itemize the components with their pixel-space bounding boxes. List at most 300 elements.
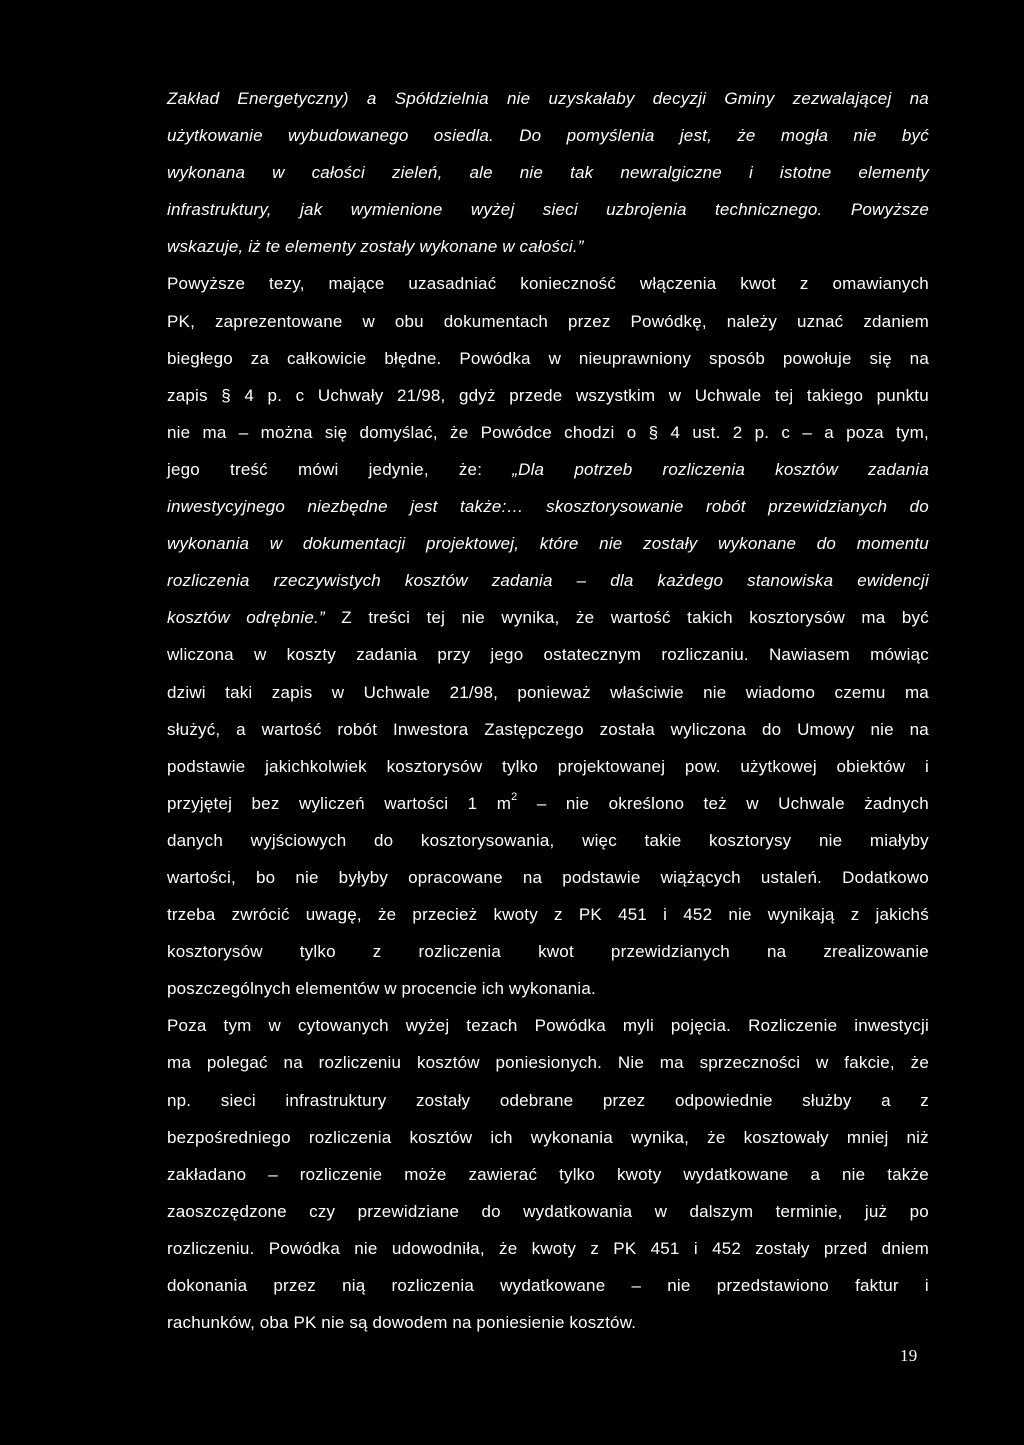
word: Inwestora <box>392 719 469 739</box>
word: zakładano <box>167 1164 247 1184</box>
word: poniesionych. <box>495 1053 603 1073</box>
word: fakcie, <box>844 1053 895 1073</box>
word: przez <box>273 1276 316 1295</box>
text-line <box>167 80 929 117</box>
word: nie <box>321 1313 345 1333</box>
word: każdego <box>657 571 724 591</box>
text-line <box>167 562 929 599</box>
word: biegłego <box>167 348 233 368</box>
word: myli <box>622 1016 654 1036</box>
word: jakichś <box>875 905 929 925</box>
word: zaoszczędzone <box>167 1201 287 1221</box>
word: zezwalającej <box>792 89 892 108</box>
word: Powyższe <box>850 200 929 220</box>
word: które <box>539 534 579 554</box>
word: bo <box>255 867 276 887</box>
word: z <box>590 1238 600 1258</box>
word: wykonania <box>167 534 250 554</box>
word: Uchwale <box>778 793 845 813</box>
text-line <box>167 896 929 933</box>
word: uzasadniać <box>408 274 497 294</box>
word: wynika, <box>631 1127 690 1147</box>
word: może <box>404 1164 447 1184</box>
word: chodzi <box>564 422 615 442</box>
word: rozliczenie <box>299 1164 383 1184</box>
word: danych <box>167 830 224 850</box>
word: iż <box>248 237 261 257</box>
word: na <box>909 719 929 739</box>
word: nie <box>667 1276 691 1295</box>
word: tym, <box>895 422 929 442</box>
word: Nawiasem <box>768 645 850 665</box>
word: PK <box>578 905 602 925</box>
word: omawianych <box>832 274 929 294</box>
word: na <box>767 942 787 962</box>
word: terminie, <box>775 1201 843 1221</box>
word: 452 <box>683 905 713 925</box>
word: ma <box>202 422 227 442</box>
word: cytowanych <box>297 1016 389 1036</box>
word: wyliczona <box>670 719 747 739</box>
word: została <box>599 719 655 739</box>
word: przecież <box>412 905 478 925</box>
word: w <box>268 1016 281 1036</box>
word: miałyby <box>869 830 929 850</box>
word: odebrane <box>499 1090 574 1110</box>
text-line <box>167 1156 929 1193</box>
word: rozliczenia <box>391 1276 475 1295</box>
word: wartość <box>610 608 671 628</box>
word: uwagę, <box>305 905 362 925</box>
word: „Dla <box>512 459 545 479</box>
word: ewidencji <box>857 571 929 591</box>
word: Umowy <box>797 719 855 739</box>
word: c <box>295 385 305 405</box>
word: – <box>268 1164 278 1184</box>
word: – <box>576 571 587 591</box>
word: zwrócić <box>231 905 290 925</box>
word: przedstawiono <box>716 1276 829 1295</box>
word: projektowej, <box>426 534 520 554</box>
word: decyzji <box>652 89 707 108</box>
word: PK <box>293 1313 317 1333</box>
word: z <box>372 942 382 962</box>
word: ma <box>861 608 886 628</box>
word: zawierać <box>468 1164 538 1184</box>
word: c <box>781 422 791 442</box>
paragraph <box>167 265 929 1007</box>
word: bezpośredniego <box>167 1127 291 1147</box>
word: w <box>362 311 375 331</box>
word: nie <box>295 867 319 887</box>
word: robót <box>337 719 378 739</box>
word: nieuprawniony <box>578 348 692 368</box>
word: użytkowej <box>740 756 817 776</box>
text-line <box>167 711 929 748</box>
word: wynika, <box>501 608 560 628</box>
text-line <box>167 822 929 859</box>
word: dokonania <box>167 1276 248 1295</box>
text-line <box>167 154 929 191</box>
word: inwestycji <box>854 1016 929 1036</box>
word: tezy, <box>269 274 305 294</box>
word: Powódkę, <box>630 311 707 331</box>
word: powołuje <box>782 348 852 368</box>
word: § <box>648 422 659 442</box>
word: sposób <box>709 348 766 368</box>
word: koszty <box>286 645 337 665</box>
word: wszystkim <box>575 385 656 405</box>
word: są <box>349 1313 368 1333</box>
word: ma <box>167 1053 192 1073</box>
word: Z <box>341 608 352 628</box>
text-line <box>167 933 929 970</box>
word: jego <box>490 645 524 665</box>
word: nie <box>703 682 727 702</box>
word: dalszym <box>689 1201 754 1221</box>
word: tezach <box>466 1016 518 1036</box>
text-line <box>167 1267 929 1304</box>
word: po <box>909 1201 929 1221</box>
word: a <box>810 1164 821 1184</box>
word: można <box>260 422 313 442</box>
word: z <box>554 905 563 925</box>
word: inwestycyjnego <box>167 497 286 517</box>
word: wynikają <box>767 905 835 925</box>
word: kosztów <box>409 1127 473 1147</box>
word: elementów <box>295 979 380 999</box>
word: do <box>373 830 394 850</box>
word: kosztów. <box>569 1313 637 1333</box>
word: 21/98, <box>449 682 499 702</box>
word: – <box>631 1276 642 1295</box>
word: § <box>221 385 231 405</box>
word: kosztorysy <box>709 830 792 850</box>
text-line <box>167 599 929 636</box>
word: całkowicie <box>286 348 367 368</box>
word: newralgiczne <box>620 163 722 183</box>
word: nie <box>506 89 531 108</box>
text-line <box>167 303 929 340</box>
word: także:… <box>459 497 524 517</box>
word: przewidzianych <box>610 942 730 962</box>
word: dokumentacji <box>302 534 406 554</box>
word: że <box>499 1238 518 1258</box>
text-line <box>167 1044 929 1081</box>
word: a <box>366 89 377 108</box>
word: zostały <box>360 237 415 257</box>
word: 21/98, <box>397 385 446 405</box>
word: dziwi <box>167 682 206 702</box>
word: procencie <box>401 979 478 999</box>
word: w <box>502 237 515 257</box>
word: Zastępczego <box>484 719 584 739</box>
word: się <box>324 422 348 442</box>
word: w <box>253 645 267 665</box>
word: Gminy <box>724 89 775 108</box>
word: wartości, <box>167 867 236 887</box>
word: ale <box>469 163 493 183</box>
word: bez <box>251 793 280 813</box>
word: p. <box>267 385 283 405</box>
word: Powódka <box>459 348 531 368</box>
word: wyliczeń <box>298 793 365 813</box>
word: nie <box>818 830 843 850</box>
word: ma <box>904 682 929 702</box>
word: poza <box>846 422 884 442</box>
word: takiego <box>806 385 864 405</box>
word: kosztów <box>416 1053 480 1073</box>
text-line <box>167 451 929 488</box>
word: Powódce <box>480 422 552 442</box>
text-line <box>167 340 929 377</box>
word: do <box>481 1201 501 1221</box>
word: wartość <box>261 719 322 739</box>
word: a <box>824 422 834 442</box>
word: oba <box>259 1313 289 1333</box>
word: być <box>901 126 929 146</box>
word: nie <box>599 534 623 554</box>
word: jego <box>167 459 200 479</box>
word: Powódka <box>534 1016 606 1036</box>
word: że <box>737 126 756 146</box>
word: 451 <box>618 905 648 925</box>
word: służby <box>802 1090 852 1110</box>
word: 2 <box>732 422 743 442</box>
word: rachunków, <box>167 1313 255 1333</box>
word: kwoty <box>493 905 538 925</box>
word: nie <box>728 905 752 925</box>
text-line <box>167 1119 929 1156</box>
word: kosztorysowania, <box>420 830 555 850</box>
word: sprzeczności <box>699 1053 801 1073</box>
word: 4 <box>244 385 255 405</box>
word: Energetyczny) <box>237 89 349 108</box>
word: Poza <box>167 1016 207 1036</box>
word: wymienione <box>350 200 443 220</box>
word: także <box>887 1164 929 1184</box>
word: tylko <box>559 1164 596 1184</box>
word: wyjściowych <box>250 830 347 850</box>
word: elementy <box>284 237 356 257</box>
word: polegać <box>206 1053 268 1073</box>
word: czemu <box>834 682 886 702</box>
word: służyć, <box>167 719 221 739</box>
word: dowodem <box>372 1313 448 1333</box>
word: wyżej <box>405 1016 450 1036</box>
word: takie <box>644 830 682 850</box>
text-line <box>167 377 929 414</box>
text-line <box>167 1304 929 1341</box>
document-body <box>167 80 929 1341</box>
text-line <box>167 1007 929 1044</box>
word: wiążących <box>660 867 741 887</box>
word: niezbędne <box>307 497 388 517</box>
word: odpowiednie <box>674 1090 773 1110</box>
word: wskazuje, <box>167 237 244 257</box>
word: w <box>746 793 759 813</box>
word: wykonania. <box>508 979 596 999</box>
word: rzeczywistych <box>273 571 381 591</box>
word: przez <box>568 311 611 331</box>
word: dla <box>610 571 634 591</box>
word: użytkowanie <box>167 126 263 146</box>
word: że: <box>458 459 483 479</box>
word: wybudowanego <box>287 126 409 146</box>
word: że <box>910 1053 929 1073</box>
word: tej <box>774 385 794 405</box>
word: pow. <box>684 756 721 776</box>
word: wykonane <box>419 237 498 257</box>
word: też <box>703 793 727 813</box>
word: gdyż <box>459 385 496 405</box>
word: mówi <box>297 459 339 479</box>
word: a <box>236 719 246 739</box>
word: w <box>816 1053 829 1073</box>
word: kwot <box>740 274 777 294</box>
word: i <box>748 163 753 183</box>
word: żadnych <box>864 793 929 813</box>
word: Rozliczenie <box>748 1016 838 1036</box>
word: kosztorysów <box>167 942 263 962</box>
word: przyjętej <box>167 793 233 813</box>
word: opracowane <box>408 867 503 887</box>
word: taki <box>225 682 253 702</box>
word: dokumentach <box>443 311 549 331</box>
word: kosztorysów <box>386 756 483 776</box>
word: o <box>626 422 637 442</box>
word: w <box>272 163 285 183</box>
word: zostały <box>415 1090 471 1110</box>
word: przewidziane <box>357 1201 460 1221</box>
word: technicznego. <box>714 200 823 220</box>
word: przed <box>823 1238 868 1258</box>
word: wliczona <box>167 645 234 665</box>
word: że <box>707 1127 726 1147</box>
word: zapis <box>167 385 208 405</box>
text-line <box>167 1082 929 1119</box>
word: nią <box>342 1276 366 1295</box>
word: nie <box>565 793 590 813</box>
paragraph <box>167 1007 929 1341</box>
text-line <box>167 674 929 711</box>
word: zostały <box>643 534 698 554</box>
word: kwoty <box>616 1164 662 1184</box>
word: sieci <box>220 1090 256 1110</box>
word: właściwie <box>610 682 684 702</box>
word: robót <box>705 497 746 517</box>
word: należy <box>726 311 778 331</box>
word: w <box>384 979 397 999</box>
word: podstawie <box>562 867 641 887</box>
word: że <box>377 905 397 925</box>
word: przez <box>602 1090 646 1110</box>
word: 4 <box>670 422 681 442</box>
word: rozliczenia <box>308 1127 392 1147</box>
word: całości <box>311 163 365 183</box>
word: wykonane <box>718 534 797 554</box>
word: na <box>522 867 543 887</box>
word: byłyby <box>338 867 389 887</box>
word: niż <box>906 1127 929 1147</box>
word: rozliczenia <box>418 942 502 962</box>
word: w <box>548 348 562 368</box>
word: jakichkolwiek <box>265 756 367 776</box>
word: więc <box>582 830 617 850</box>
word: Powódka <box>268 1238 341 1258</box>
word: treść <box>230 459 268 479</box>
text-line <box>167 970 929 1007</box>
word: ust. <box>692 422 721 442</box>
word: – <box>802 422 812 442</box>
word: a <box>881 1090 891 1110</box>
word: 1 <box>467 793 478 813</box>
word: kosztów <box>404 571 468 591</box>
text-line <box>167 488 929 525</box>
word: mniej <box>846 1127 889 1147</box>
word: potrzeb <box>574 459 633 479</box>
word: za <box>250 348 270 368</box>
word: ich <box>481 979 505 999</box>
word: istotne <box>779 163 832 183</box>
word: zadania <box>868 459 929 479</box>
word: projektowanej <box>557 756 666 776</box>
word: i <box>924 1276 929 1295</box>
paragraph <box>167 80 929 265</box>
word: zapis <box>271 682 313 702</box>
word: nie <box>842 1164 866 1184</box>
word: udowodniła, <box>391 1238 485 1258</box>
word: być <box>901 608 929 628</box>
word: kwot <box>538 942 574 962</box>
word: jest <box>410 497 438 517</box>
word: zieleń, <box>391 163 443 183</box>
word: przede <box>509 385 563 405</box>
word: mogła <box>780 126 829 146</box>
word: sieci <box>542 200 578 220</box>
word: ustaleń. <box>760 867 823 887</box>
word: i <box>693 1238 698 1258</box>
word: w <box>654 1201 668 1221</box>
word: nie <box>461 608 485 628</box>
word: obu <box>394 311 424 331</box>
word: wykonana <box>167 163 246 183</box>
word: rozliczaniu. <box>661 645 749 665</box>
word: kwoty <box>531 1238 577 1258</box>
word: Uchwały <box>317 385 384 405</box>
word: takich <box>687 608 733 628</box>
word: z <box>920 1090 929 1110</box>
word: rozliczeniu <box>318 1053 402 1073</box>
text-line <box>167 785 929 822</box>
text-line <box>167 636 929 673</box>
word: 451 <box>650 1238 680 1258</box>
word: kosztów <box>167 608 230 628</box>
word: kosztów <box>775 459 838 479</box>
word: błędne. <box>384 348 442 368</box>
word: tylko <box>502 756 538 776</box>
word: na <box>452 1313 472 1333</box>
word: infrastruktury, <box>167 200 272 220</box>
word: i <box>924 756 929 776</box>
word: i <box>663 905 668 925</box>
word: kosztorysów <box>749 608 845 628</box>
word: wartości <box>384 793 449 813</box>
word: stanowiska <box>747 571 834 591</box>
word: wydatkowania <box>523 1201 633 1221</box>
word: nie <box>853 126 877 146</box>
word: jedynie, <box>368 459 429 479</box>
